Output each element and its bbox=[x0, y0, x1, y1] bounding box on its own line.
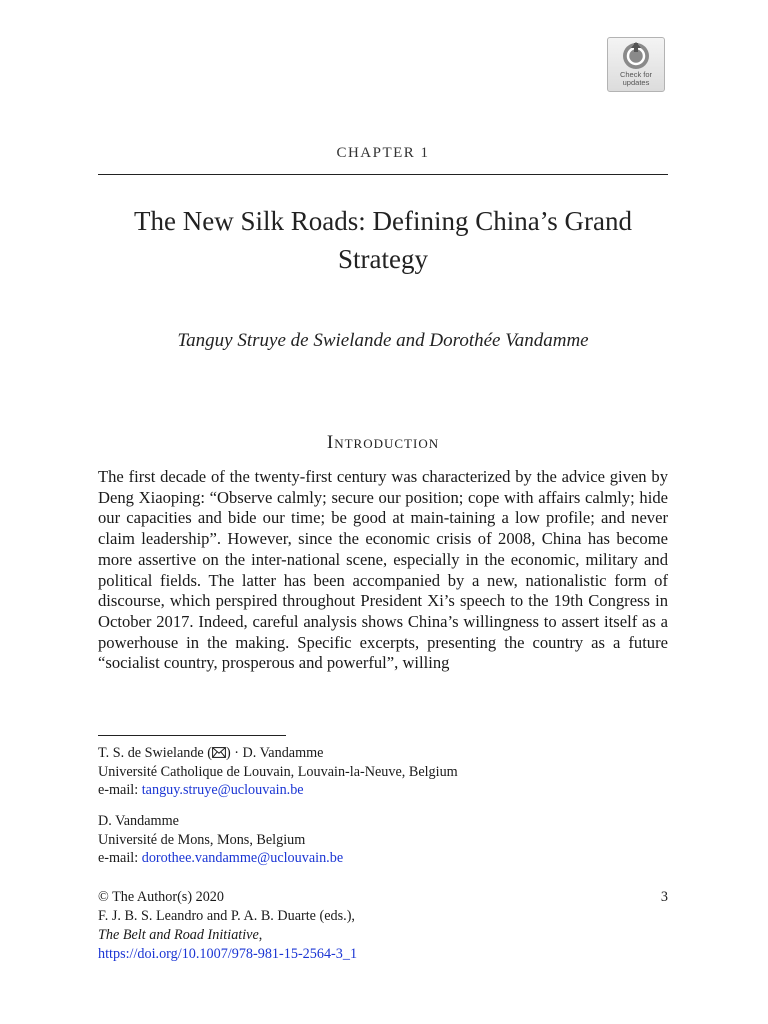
email-link[interactable]: tanguy.struye@uclouvain.be bbox=[141, 782, 304, 798]
book-title-line bbox=[98, 926, 668, 945]
copyright-line: © The Author(s) 2020 bbox=[98, 889, 224, 905]
page-number: 3 bbox=[660, 889, 668, 905]
email-link[interactable]: dorothee.vandamme@uclouvain.be bbox=[141, 850, 344, 866]
doi-link[interactable]: https://doi.org/10.1007/978-981-15-2564-3_1 bbox=[98, 946, 358, 962]
editors-line: F. J. B. S. Leandro and P. A. B. Duarte (eds.), bbox=[98, 908, 355, 924]
section-heading: Introduction bbox=[326, 432, 440, 453]
affiliation-names: D. Vandamme bbox=[98, 813, 179, 829]
affiliation-block-1 bbox=[98, 744, 668, 800]
check-for-updates-badge[interactable] bbox=[607, 37, 665, 92]
chapter-authors: Tanguy Struye de Swielande and Dorothée Vandamme bbox=[177, 330, 589, 351]
envelope-icon[interactable] bbox=[212, 747, 226, 758]
body-paragraph: The first decade of the twenty-first century was characterized by the advice given by Deng Xiaoping: “Observe calmly; secure our position; cope with affairs calmly; hide our capacities and bide our time; be good at main-taining a low profile; and never claim leadership”. However, since the economic crisis of 2008, China has become more assertive on the inter-national scene, especially in the economic, military and political fields. The latter has been accompanied by a new, nationalistic form of discourse, which perspired throughout President Xi’s speech to the 19th Congress in October 2017. Indeed, careful analysis shows China’s willingness to assert itself as a powerhouse in the making. Specific excerpts, presenting the country as a future “socialist country, prosperous and powerful”, willing bbox=[98, 467, 668, 673]
affiliation-names bbox=[98, 744, 668, 763]
check-for-updates-icon bbox=[621, 41, 651, 71]
affiliation-email-line bbox=[98, 781, 668, 800]
footnote-divider bbox=[98, 735, 286, 736]
affiliation-email-line bbox=[98, 849, 668, 868]
email-label: e-mail: bbox=[98, 782, 142, 798]
copyright-block bbox=[98, 888, 668, 964]
badge-text-line1: Check for bbox=[619, 70, 653, 79]
affiliation-institution: Université de Mons, Mons, Belgium bbox=[98, 831, 306, 848]
chapter-label: CHAPTER 1 bbox=[336, 145, 430, 161]
chapter-title: The New Silk Roads: Defining China’s Grand Strategy bbox=[134, 206, 632, 274]
affiliation-names-text: ) · D. Vandamme bbox=[226, 745, 324, 761]
doi-line bbox=[98, 945, 668, 964]
badge-text-line2: updates bbox=[622, 78, 650, 87]
email-label: e-mail: bbox=[98, 850, 142, 866]
book-title: The Belt and Road Initiative bbox=[98, 927, 259, 943]
affiliation-block-2 bbox=[98, 812, 668, 868]
affiliation-names-text: T. S. de Swielande ( bbox=[98, 745, 212, 761]
chapter-divider bbox=[98, 174, 668, 175]
book-title-suffix: , bbox=[258, 927, 263, 943]
affiliation-institution: Université Catholique de Louvain, Louvain-la-Neuve, Belgium bbox=[98, 763, 458, 780]
